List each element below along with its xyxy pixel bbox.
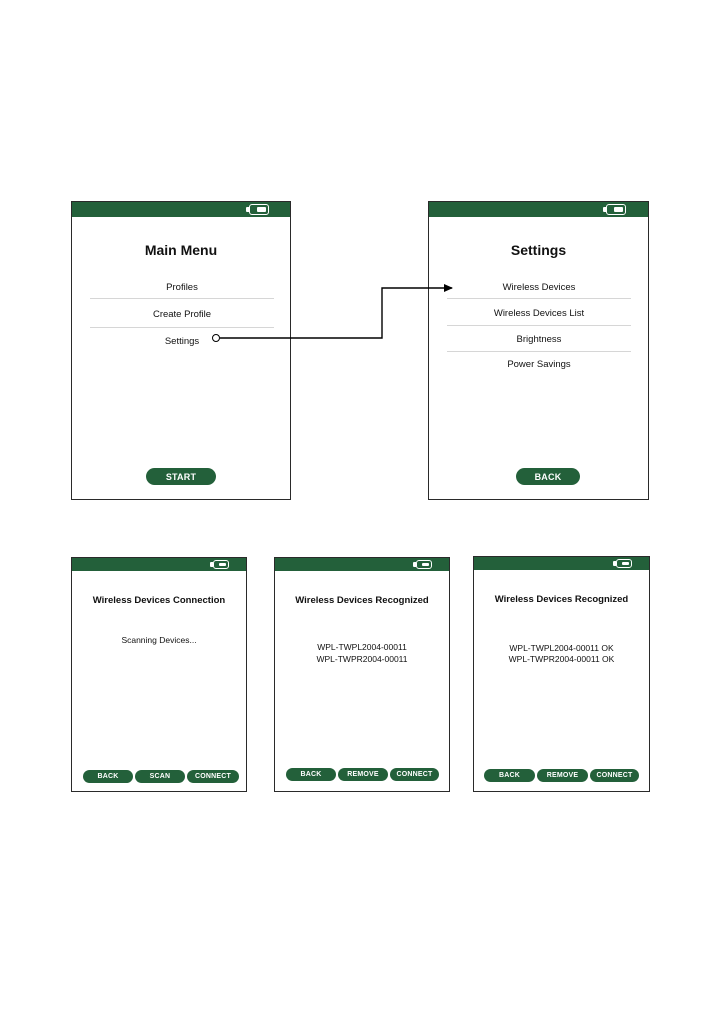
device-list-item[interactable]: WPL-TWPL2004-00011 OK bbox=[509, 643, 614, 653]
connect-button[interactable]: CONNECT bbox=[390, 768, 439, 781]
page-title: Main Menu bbox=[144, 242, 218, 258]
back-button[interactable]: BACK bbox=[83, 770, 133, 783]
menu-item-settings[interactable]: Settings bbox=[164, 336, 200, 347]
scan-button[interactable]: SCAN bbox=[135, 770, 185, 783]
page-title: Wireless Devices Recognized bbox=[494, 594, 629, 605]
page-title: Settings bbox=[510, 242, 567, 258]
back-button[interactable]: BACK bbox=[516, 468, 580, 485]
menu-item-wireless-devices[interactable]: Wireless Devices bbox=[502, 282, 576, 293]
connector-dot bbox=[212, 334, 220, 342]
back-button[interactable]: BACK bbox=[484, 769, 535, 782]
start-button[interactable]: START bbox=[146, 468, 216, 485]
menu-item-brightness[interactable]: Brightness bbox=[516, 334, 562, 345]
scan-status-text: Scanning Devices... bbox=[121, 635, 197, 645]
menu-item-power-savings[interactable]: Power Savings bbox=[507, 359, 571, 370]
device-list-item[interactable]: WPL-TWPL2004-00011 bbox=[317, 642, 407, 652]
remove-button[interactable]: REMOVE bbox=[537, 769, 588, 782]
page-title: Wireless Devices Connection bbox=[92, 595, 226, 606]
device-list-item[interactable]: WPL-TWPR2004-00011 OK bbox=[508, 654, 615, 664]
connect-button[interactable]: CONNECT bbox=[187, 770, 239, 783]
device-list-item[interactable]: WPL-TWPR2004-00011 bbox=[316, 654, 408, 664]
connect-button[interactable]: CONNECT bbox=[590, 769, 639, 782]
menu-item-create-profile[interactable]: Create Profile bbox=[152, 309, 212, 320]
page-title: Wireless Devices Recognized bbox=[295, 595, 429, 606]
remove-button[interactable]: REMOVE bbox=[338, 768, 388, 781]
back-button[interactable]: BACK bbox=[286, 768, 336, 781]
menu-item-wireless-devices-list[interactable]: Wireless Devices List bbox=[493, 308, 585, 319]
menu-item-profiles[interactable]: Profiles bbox=[166, 282, 198, 293]
